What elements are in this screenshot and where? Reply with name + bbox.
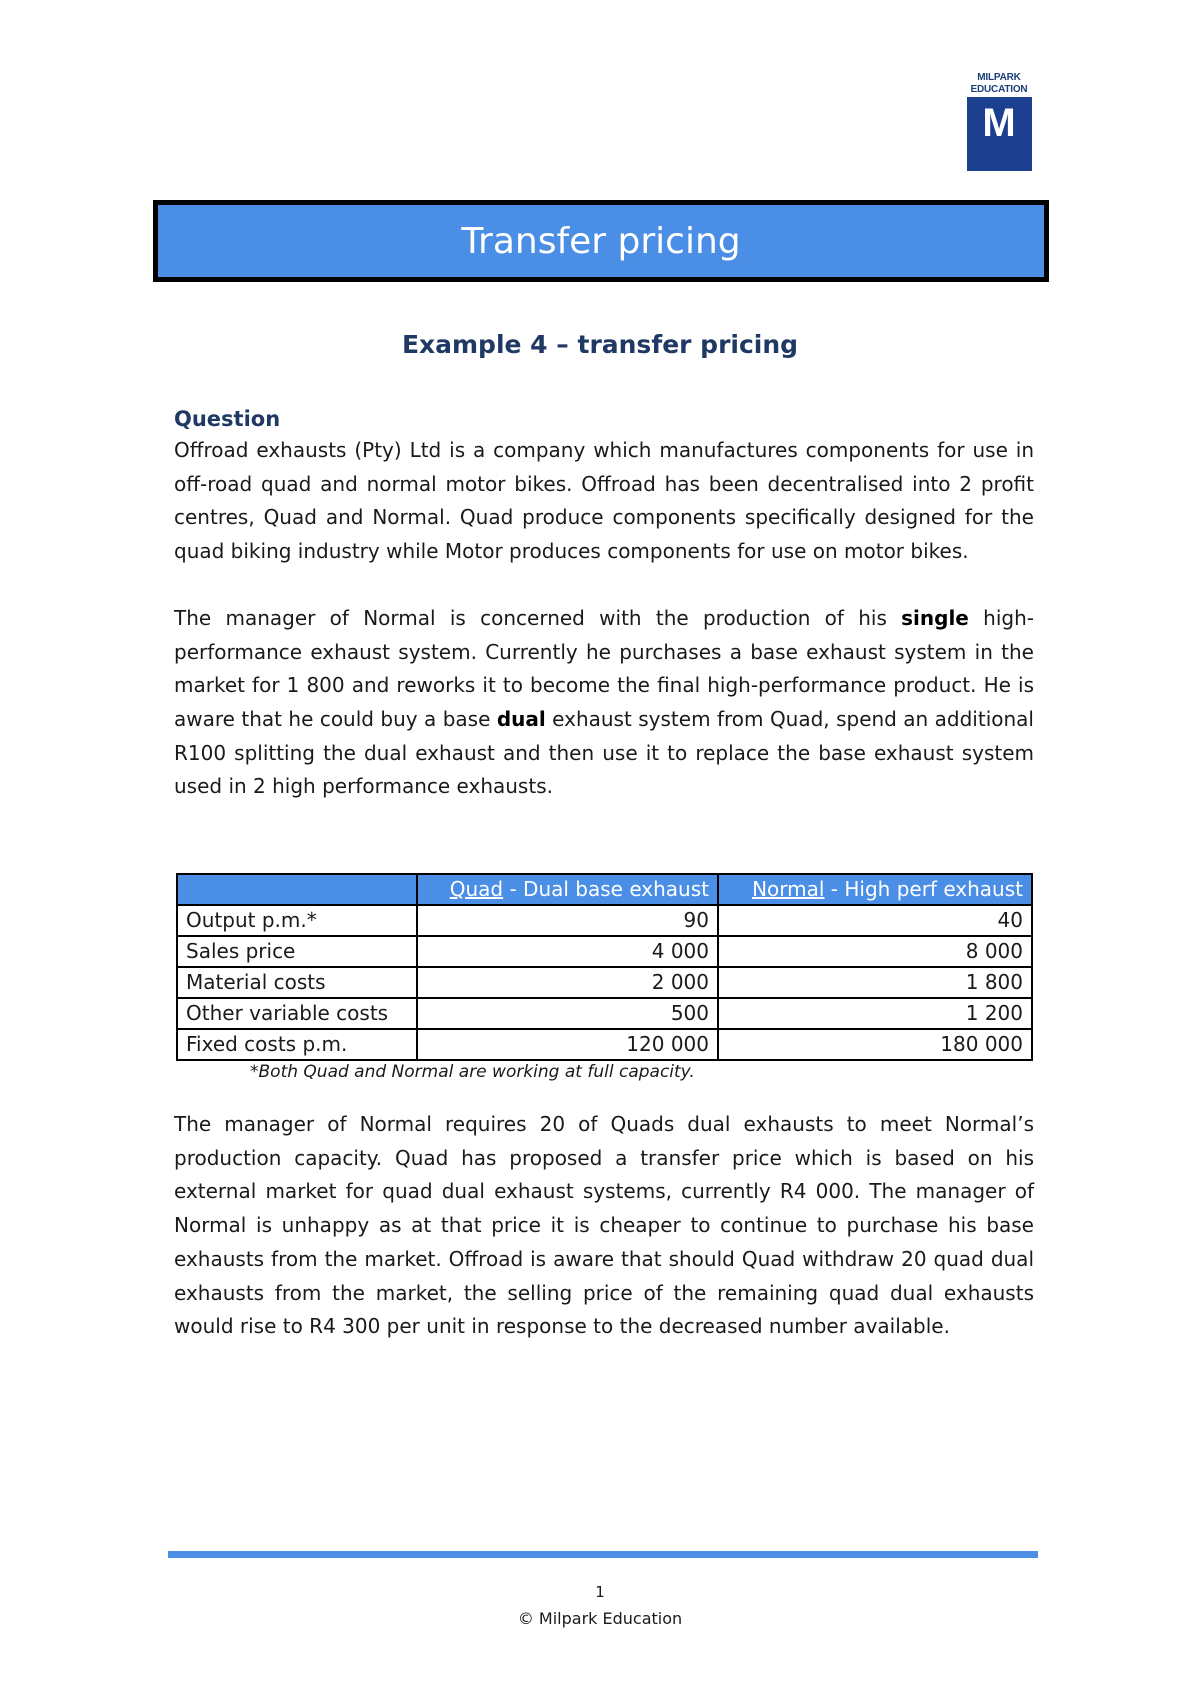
table-row (177, 905, 1032, 936)
bold-dual: dual (496, 706, 546, 731)
paragraph-intro: Offroad exhausts (Pty) Ltd is a company which manufactures components for use in off-road quad and normal motor bikes. Offroad has been decentralised into 2 profit centres, Quad and Normal. Quad produce components specifically designed for the quad biking industry while Motor produces components for use on motor bikes. (174, 438, 1034, 564)
table-header-row (177, 874, 1032, 905)
row-quad-value: 2 000 (417, 967, 718, 998)
cost-table (176, 873, 1033, 1061)
row-quad-value: 90 (417, 905, 718, 936)
example-heading: Example 4 – transfer pricing (401, 330, 799, 359)
page-title: Transfer pricing (461, 220, 741, 262)
question-section (174, 404, 1034, 804)
row-quad-value: 500 (417, 998, 718, 1029)
paragraph-manager (174, 602, 1034, 804)
row-quad-value: 4 000 (417, 936, 718, 967)
row-normal-value: 1 200 (718, 998, 1032, 1029)
paragraph-gap (174, 569, 1034, 602)
row-normal-value: 40 (718, 905, 1032, 936)
copyright-notice: © Milpark Education (517, 1609, 683, 1628)
table-header-normal (718, 874, 1032, 905)
table-row (177, 1029, 1032, 1060)
bold-single: single (901, 605, 969, 630)
row-normal-value: 1 800 (718, 967, 1032, 998)
row-normal-value: 8 000 (718, 936, 1032, 967)
paragraph-manager-part1: The manager of Normal is concerned with the production of his (174, 605, 902, 630)
table-row (177, 967, 1032, 998)
paragraph-manager-part3: exhaust system from Quad, spend an additional R100 splitting the dual exhaust and then use it to replace the base exhaust system used in 2 high performance exhausts. (174, 706, 1034, 799)
row-label: Material costs (177, 967, 417, 998)
row-label: Other variable costs (177, 998, 417, 1029)
header-quad-name: Quad (449, 877, 504, 901)
row-normal-value: 180 000 (718, 1029, 1032, 1060)
milpark-logo (965, 72, 1033, 171)
row-label: Fixed costs p.m. (177, 1029, 417, 1060)
question-heading: Question (174, 407, 281, 431)
page-number: 1 (595, 1583, 605, 1601)
table-header-quad (417, 874, 718, 905)
table-header-blank (177, 874, 417, 905)
row-label: Sales price (177, 936, 417, 967)
table-footnote: *Both Quad and Normal are working at full capacity. (250, 1062, 695, 1082)
paragraph-transfer-price: The manager of Normal requires 20 of Quads dual exhausts to meet Normal’s production capacity. Quad has proposed a transfer price which is based on his external market for quad dual exhaust systems, currently R4 000. The manager of Normal is unhappy as at that price it is cheaper to continue to purchase his base exhausts from the market. Offroad is aware that should Quad withdraw 20 quad dual exhausts from the market, the selling price of the remaining quad dual exhausts would rise to R4 300 per unit in response to the decreased number available. (174, 1112, 1034, 1339)
table-row (177, 936, 1032, 967)
header-normal-desc: - High perf exhaust (824, 877, 1023, 901)
logo-wordmark: MILPARK EDUCATION (970, 72, 1028, 95)
table-row (177, 998, 1032, 1029)
paragraph-manager-part2: high-performance exhaust system. Currently he purchases a base exhaust system in the market for 1 800 and reworks it to become the final high-performance product. He is aware that he could buy a base (174, 605, 1034, 731)
title-banner (153, 200, 1049, 282)
footer-divider (168, 1551, 1038, 1558)
followup-section (174, 1108, 1034, 1344)
row-quad-value: 120 000 (417, 1029, 718, 1060)
header-quad-desc: - Dual base exhaust (503, 877, 709, 901)
logo-m-icon: M (967, 97, 1032, 171)
header-normal-name: Normal (752, 877, 825, 901)
row-label: Output p.m.* (177, 905, 417, 936)
